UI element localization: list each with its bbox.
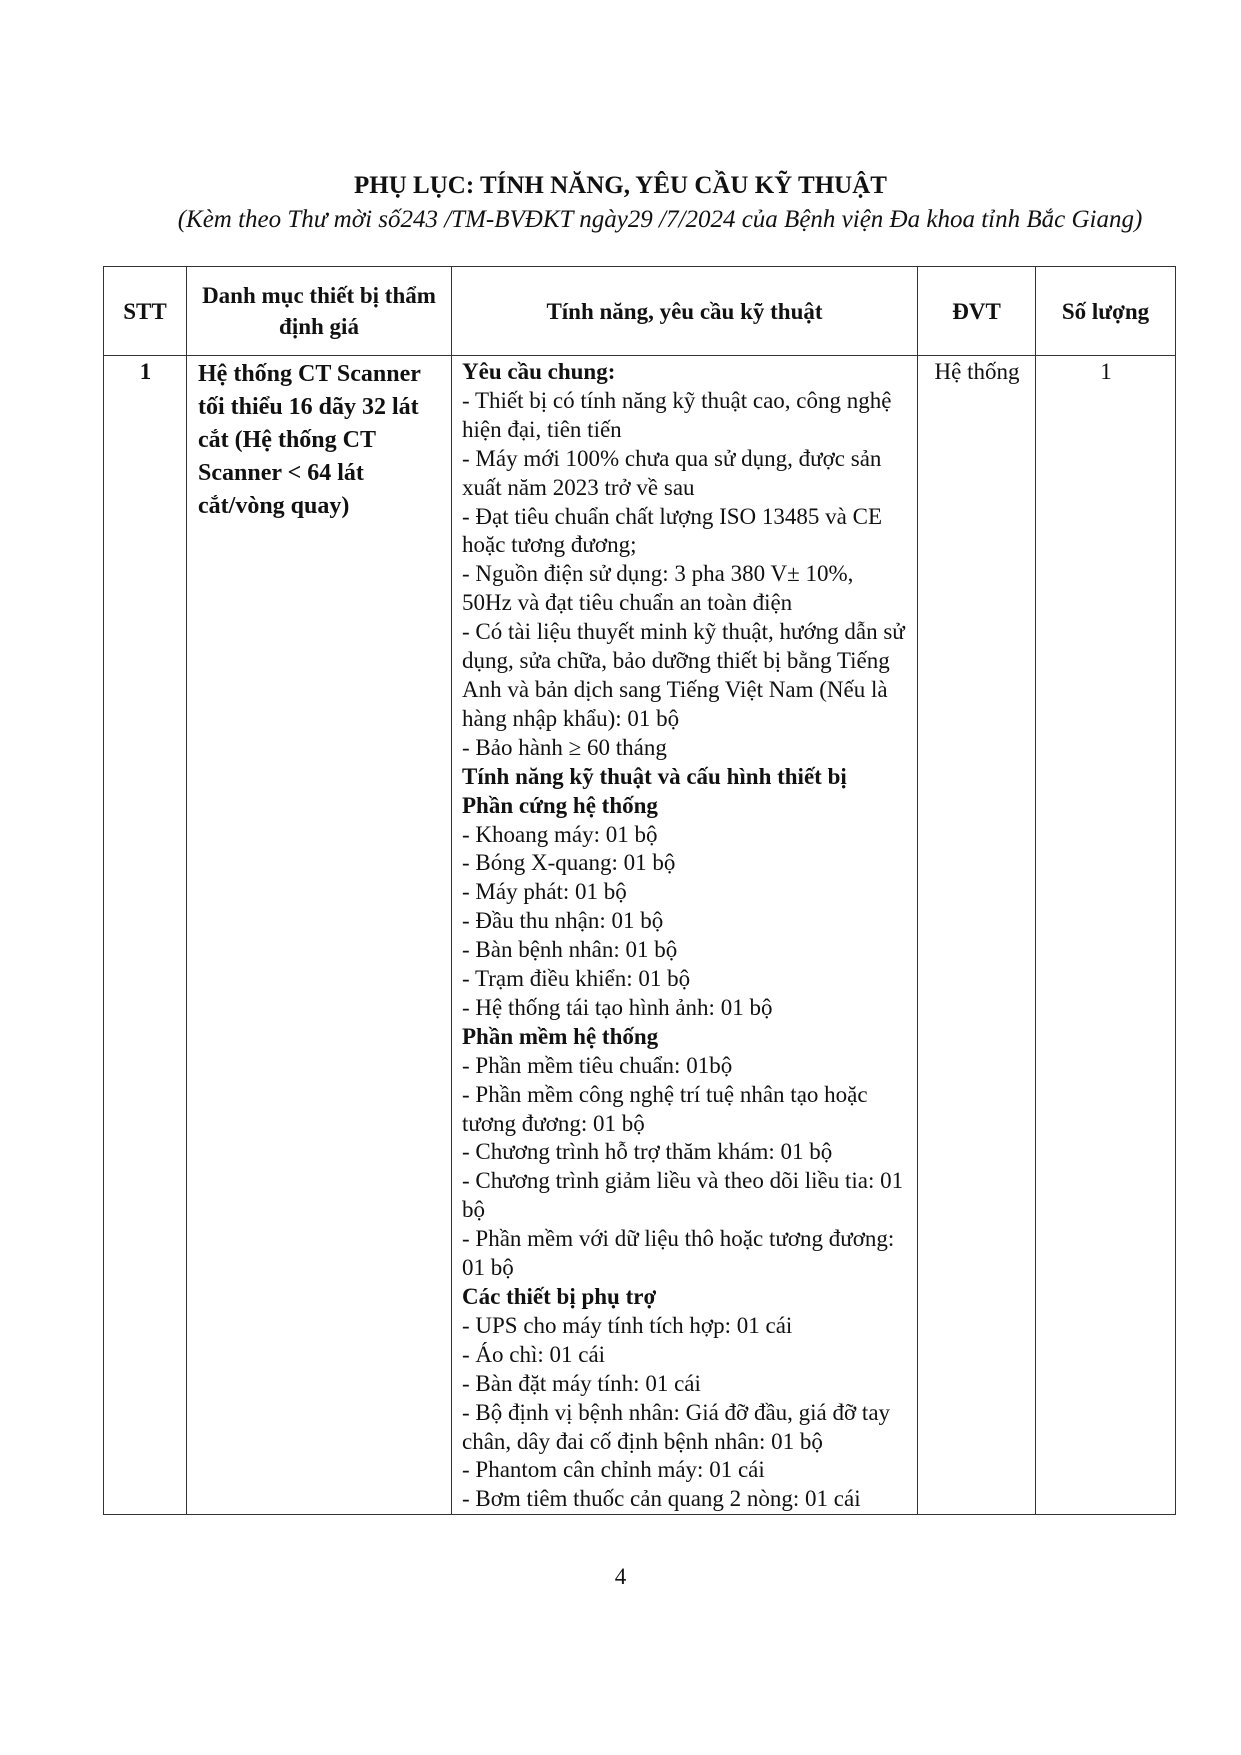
spec-item: - Đạt tiêu chuẩn chất lượng ISO 13485 và CE hoặc tương đương; <box>462 503 883 558</box>
spec-section-heading: Yêu cầu chung: <box>462 359 616 384</box>
table-row <box>104 356 1176 1515</box>
document-subtitle: (Kèm theo Thư mời số243 /TM-BVĐKT ngày29 /7/2024 của Bệnh viện Đa khoa tỉnh Bắc Giang) <box>177 206 1143 233</box>
spec-table <box>103 266 1176 1515</box>
spec-item: - UPS cho máy tính tích hợp: 01 cái <box>462 1312 793 1338</box>
spec-item: - Trạm điều khiển: 01 bộ <box>462 966 691 992</box>
spec-item: - Máy phát: 01 bộ <box>462 879 627 905</box>
spec-item: - Phần mềm tiêu chuẩn: 01bộ <box>462 1052 733 1078</box>
spec-item: - Đầu thu nhận: 01 bộ <box>462 908 664 934</box>
spec-item: - Phần mềm công nghệ trí tuệ nhân tạo hoặc tương đương: 01 bộ <box>462 1081 868 1136</box>
spec-section-heading: Tính năng kỹ thuật và cấu hình thiết bị <box>462 763 847 789</box>
spec-item: - Bảo hành ≥ 60 tháng <box>462 734 667 760</box>
spec-item: - Bộ định vị bệnh nhân: Giá đỡ đầu, giá đỡ tay chân, dây đai cố định bệnh nhân: 01 bộ <box>462 1399 891 1454</box>
spec-item: - Chương trình giảm liều và theo dõi liều tia: 01 bộ <box>462 1168 904 1223</box>
cell-device-name: Hệ thống CT Scanner tối thiểu 16 dãy 32 lát cắt (Hệ thống CT Scanner < 64 lát cắt/vòng quay) <box>187 356 452 1515</box>
header-unit: ĐVT <box>918 267 1036 356</box>
header-qty: Số lượng <box>1036 267 1176 356</box>
header-name: Danh mục thiết bị thẩm định giá <box>187 267 452 356</box>
spec-item: - Nguồn điện sử dụng: 3 pha 380 V± 10%, 50Hz và đạt tiêu chuẩn an toàn điện <box>462 561 854 616</box>
spec-section-heading: Phần cứng hệ thống <box>462 792 658 818</box>
cell-unit: Hệ thống <box>918 356 1036 1515</box>
spec-item: - Bơm tiêm thuốc cản quang 2 nòng: 01 cái <box>462 1486 861 1512</box>
cell-quantity: 1 <box>1036 356 1176 1515</box>
spec-section-heading: Phần mềm hệ thống <box>462 1023 659 1049</box>
spec-item: - Khoang máy: 01 bộ <box>462 821 658 847</box>
spec-item: - Máy mới 100% chưa qua sử dụng, được sản xuất năm 2023 trở về sau <box>462 445 882 500</box>
spec-item: - Phần mềm với dữ liệu thô hoặc tương đương: 01 bộ <box>462 1226 895 1281</box>
header-stt: STT <box>104 267 187 356</box>
table-header-row <box>104 267 1176 356</box>
spec-section-heading: Các thiết bị phụ trợ <box>462 1284 657 1309</box>
spec-item: - Phantom cân chỉnh máy: 01 cái <box>462 1457 765 1483</box>
spec-item: - Bóng X-quang: 01 bộ <box>462 850 676 876</box>
spec-item: - Có tài liệu thuyết minh kỹ thuật, hướng dẫn sử dụng, sửa chữa, bảo dưỡng thiết bị bằng Tiếng Anh và bản dịch sang Tiếng Việt Nam (Nếu là hàng nhập khẩu): 01 bộ <box>462 619 905 731</box>
document-title: PHỤ LỤC: TÍNH NĂNG, YÊU CẦU KỸ THUẬT <box>354 172 887 199</box>
page-number: 4 <box>614 1564 627 1589</box>
cell-stt: 1 <box>104 356 187 1515</box>
header-spec: Tính năng, yêu cầu kỹ thuật <box>452 267 918 356</box>
spec-item: - Bàn đặt máy tính: 01 cái <box>462 1370 701 1396</box>
cell-spec <box>452 356 918 1515</box>
spec-item: - Áo chì: 01 cái <box>462 1341 606 1367</box>
spec-item: - Hệ thống tái tạo hình ảnh: 01 bộ <box>462 994 773 1020</box>
spec-item: - Thiết bị có tính năng kỹ thuật cao, công nghệ hiện đại, tiên tiến <box>462 387 892 442</box>
spec-item: - Bàn bệnh nhân: 01 bộ <box>462 937 678 963</box>
spec-item: - Chương trình hỗ trợ thăm khám: 01 bộ <box>462 1139 833 1165</box>
